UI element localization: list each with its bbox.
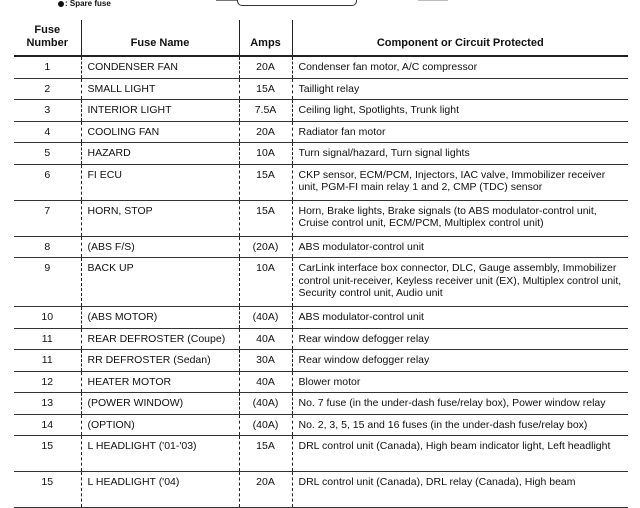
- amps-cell: (40A): [239, 307, 292, 329]
- table-row: [14, 350, 628, 372]
- table-row: [14, 143, 628, 165]
- fuse-table: [14, 20, 628, 508]
- table-row: [14, 164, 628, 200]
- table-row: [14, 56, 628, 78]
- fuse-name-cell: BACK UP: [81, 258, 239, 307]
- amps-cell: 10A: [239, 258, 292, 307]
- filled-circle-icon: [58, 1, 64, 7]
- amps-cell: 15A: [239, 200, 292, 236]
- table-row: [14, 328, 628, 350]
- fuse-name-cell: L HEADLIGHT ('01-'03): [81, 436, 239, 472]
- header-fuse-number: [14, 20, 81, 56]
- fuse-number-cell: 15: [14, 436, 81, 472]
- fuse-name-cell: RR DEFROSTER (Sedan): [81, 350, 239, 372]
- fuse-number-cell: 8: [14, 236, 81, 258]
- diagram-fragment: [418, 0, 448, 1]
- component-cell: ABS modulator-control unit: [292, 307, 628, 329]
- table-row: [14, 472, 628, 508]
- component-cell: Rear window defogger relay: [292, 350, 628, 372]
- header-amps: Amps: [239, 20, 292, 56]
- fuse-number-cell: 11: [14, 350, 81, 372]
- component-cell: DRL control unit (Canada), DRL relay (Canada), High beam: [292, 472, 628, 508]
- fuse-name-cell: SMALL LIGHT: [81, 78, 239, 100]
- table-row: [14, 371, 628, 393]
- component-cell: Turn signal/hazard, Turn signal lights: [292, 143, 628, 165]
- component-cell: Condenser fan motor, A/C compressor: [292, 56, 628, 78]
- fuse-name-cell: (OPTION): [81, 414, 239, 436]
- component-cell: Ceiling light, Spotlights, Trunk light: [292, 100, 628, 122]
- table-row: [14, 393, 628, 415]
- fuse-number-cell: 4: [14, 121, 81, 143]
- fuse-name-cell: HORN, STOP: [81, 200, 239, 236]
- fuse-name-cell: HEATER MOTOR: [81, 371, 239, 393]
- fuse-number-cell: 9: [14, 258, 81, 307]
- fuse-name-cell: HAZARD: [81, 143, 239, 165]
- fuse-name-cell: (ABS F/S): [81, 236, 239, 258]
- component-cell: Horn, Brake lights, Brake signals (to ABS modulator-control unit, Cruise control unit, ECM/PCM, Multiplex control unit): [292, 200, 628, 236]
- amps-cell: 30A: [239, 350, 292, 372]
- table-row: [14, 121, 628, 143]
- table-row: [14, 236, 628, 258]
- fuse-number-cell: 1: [14, 56, 81, 78]
- amps-cell: (40A): [239, 414, 292, 436]
- component-cell: Blower motor: [292, 371, 628, 393]
- fuse-number-cell: 7: [14, 200, 81, 236]
- table-row: [14, 78, 628, 100]
- fuse-number-cell: 5: [14, 143, 81, 165]
- fuse-name-cell: FI ECU: [81, 164, 239, 200]
- fuse-name-cell: COOLING FAN: [81, 121, 239, 143]
- amps-cell: 10A: [239, 143, 292, 165]
- component-cell: ABS modulator-control unit: [292, 236, 628, 258]
- table-row: [14, 200, 628, 236]
- table-row: [14, 414, 628, 436]
- fuse-name-cell: INTERIOR LIGHT: [81, 100, 239, 122]
- component-cell: No. 2, 3, 5, 15 and 16 fuses (in the under-dash fuse/relay box): [292, 414, 628, 436]
- fuse-name-cell: (POWER WINDOW): [81, 393, 239, 415]
- fuse-number-cell: 6: [14, 164, 81, 200]
- table-row: [14, 436, 628, 472]
- fuse-name-cell: (ABS MOTOR): [81, 307, 239, 329]
- table-row: [14, 258, 628, 307]
- header-fuse-number-line2: Number: [26, 37, 69, 49]
- amps-cell: 20A: [239, 472, 292, 508]
- fuse-number-cell: 3: [14, 100, 81, 122]
- component-cell: DRL control unit (Canada), High beam indicator light, Left headlight: [292, 436, 628, 472]
- component-cell: Rear window defogger relay: [292, 328, 628, 350]
- table-row: [14, 307, 628, 329]
- legend-label: : Spare fuse: [65, 0, 111, 8]
- amps-cell: 15A: [239, 436, 292, 472]
- fuse-number-cell: 15: [14, 472, 81, 508]
- header-component: Component or Circuit Protected: [292, 20, 628, 56]
- header-fuse-name: Fuse Name: [81, 20, 239, 56]
- amps-cell: 7.5A: [239, 100, 292, 122]
- amps-cell: 20A: [239, 56, 292, 78]
- component-cell: Taillight relay: [292, 78, 628, 100]
- amps-cell: (20A): [239, 236, 292, 258]
- fuse-name-cell: REAR DEFROSTER (Coupe): [81, 328, 239, 350]
- component-cell: No. 7 fuse (in the under-dash fuse/relay box), Power window relay: [292, 393, 628, 415]
- table-header-row: [14, 20, 628, 56]
- amps-cell: 40A: [239, 371, 292, 393]
- amps-cell: 15A: [239, 78, 292, 100]
- table-row: [14, 100, 628, 122]
- amps-cell: 20A: [239, 121, 292, 143]
- amps-cell: 40A: [239, 328, 292, 350]
- fuse-number-cell: 14: [14, 414, 81, 436]
- fuse-number-cell: 13: [14, 393, 81, 415]
- diagram-connector-line: [216, 0, 237, 1]
- fuse-number-cell: 11: [14, 328, 81, 350]
- amps-cell: 15A: [239, 164, 292, 200]
- fuse-name-cell: L HEADLIGHT ('04): [81, 472, 239, 508]
- fuse-name-cell: CONDENSER FAN: [81, 56, 239, 78]
- component-cell: CarLink interface box connector, DLC, Gauge assembly, Immobilizer control unit-receiver, Keyless receiver unit (EX), Multiplex control unit, Security control unit, Audio unit: [292, 258, 628, 307]
- diagram-callout-box: [237, 0, 357, 6]
- spare-fuse-legend: [58, 0, 111, 8]
- fuse-number-cell: 2: [14, 78, 81, 100]
- header-fuse-number-line1: Fuse: [34, 24, 61, 36]
- component-cell: CKP sensor, ECM/PCM, Injectors, IAC valve, Immobilizer receiver unit, PGM-FI main relay 1 and 2, CMP (TDC) sensor: [292, 164, 628, 200]
- amps-cell: (40A): [239, 393, 292, 415]
- fuse-number-cell: 10: [14, 307, 81, 329]
- fuse-number-cell: 12: [14, 371, 81, 393]
- component-cell: Radiator fan motor: [292, 121, 628, 143]
